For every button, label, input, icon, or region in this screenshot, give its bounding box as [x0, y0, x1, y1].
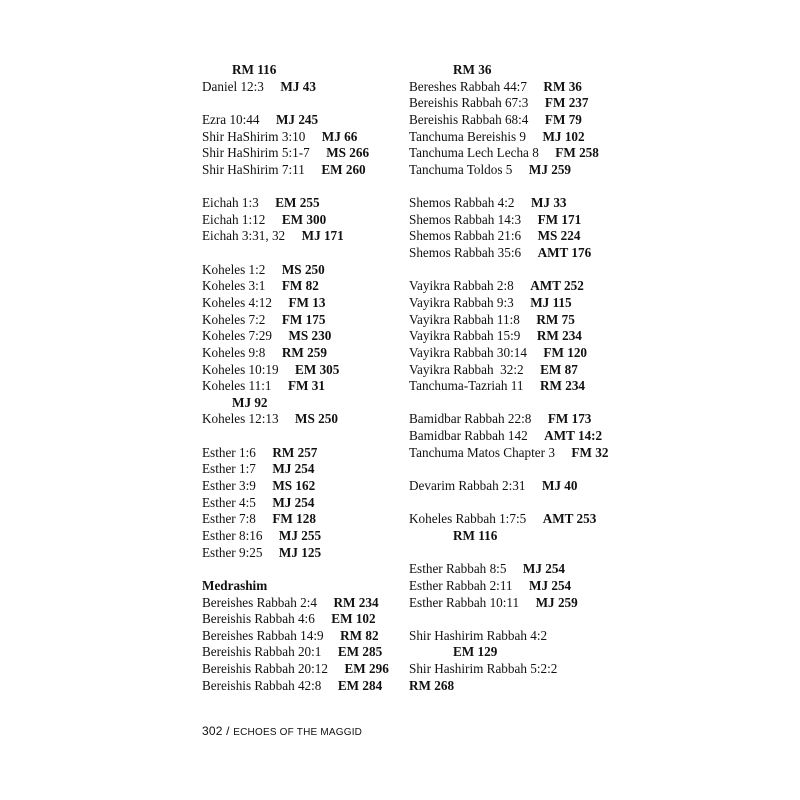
index-entry [409, 345, 639, 362]
entry-gap [523, 378, 539, 393]
index-entry [202, 511, 402, 528]
entry-gap [512, 162, 528, 177]
source-citation: Bereshes Rabbah 44:7 [409, 78, 527, 94]
page-reference: RM 75 [536, 311, 575, 327]
source-citation: Bamidbar Rabbah 22:8 [409, 411, 532, 427]
entry-gap [515, 195, 531, 210]
index-entry [202, 345, 402, 362]
index-entry [202, 411, 402, 428]
index-entry [409, 195, 639, 212]
index-entry [202, 195, 402, 212]
page-reference: EM 296 [344, 661, 389, 677]
page-reference: MJ 102 [542, 128, 585, 144]
entry-gap [310, 145, 326, 160]
index-entry [409, 112, 639, 129]
entry-gap [272, 328, 288, 343]
index-entry [202, 628, 402, 645]
index-entry [409, 312, 639, 329]
page-footer [202, 724, 362, 738]
source-citation: Esther 9:25 [202, 544, 263, 560]
source-citation: Bereishis Rabbah 20:1 [202, 644, 322, 660]
index-entry [202, 162, 402, 179]
source-citation: Shir HaShirim 3:10 [202, 128, 306, 144]
page-reference: RM 257 [272, 444, 318, 460]
page-reference: RM 116 [453, 527, 498, 543]
index-entry [409, 644, 639, 661]
entry-gap [521, 245, 537, 260]
index-entry [409, 79, 639, 96]
index-column-right [409, 62, 639, 694]
source-citation: Tanchuma Lech Lecha 8 [409, 145, 539, 161]
index-entry [409, 62, 639, 79]
page-reference: MJ 259 [528, 161, 572, 177]
page-reference: FM 237 [544, 95, 589, 111]
page-reference: EM 284 [337, 677, 383, 693]
source-citation: Shemos Rabbah 21:6 [409, 228, 522, 244]
footer-separator: / [226, 724, 230, 738]
page-reference: RM 234 [539, 378, 586, 394]
source-citation: Bereishis Rabbah 67:3 [409, 95, 529, 111]
source-citation: Eichah 1:3 [202, 195, 259, 211]
source-citation: Shir HaShirim 7:11 [202, 161, 305, 177]
entry-gap [528, 95, 544, 110]
page-reference: MS 162 [272, 478, 316, 494]
index-entry [409, 428, 639, 445]
page-reference: MJ 254 [272, 461, 315, 477]
entry-gap [555, 445, 571, 460]
index-entry [409, 295, 639, 312]
entry-gap [315, 611, 331, 626]
page-reference: EM 87 [540, 361, 578, 377]
page-reference: MJ 43 [280, 78, 316, 94]
entry-spacer [409, 395, 639, 412]
index-entry [202, 661, 402, 678]
entry-gap [256, 511, 272, 526]
index-entry [202, 644, 402, 661]
entry-gap [527, 345, 543, 360]
page-reference: MJ 115 [530, 294, 572, 310]
entry-spacer [409, 495, 639, 512]
entry-gap [514, 295, 530, 310]
entry-gap [265, 262, 281, 277]
source-citation: Bereishis Rabbah 20:12 [202, 661, 328, 677]
page-reference: EM 260 [321, 161, 366, 177]
page-reference: MJ 33 [530, 195, 567, 211]
source-citation: Koheles 1:2 [202, 261, 266, 277]
page-reference: FM 13 [288, 294, 326, 310]
index-entry [202, 145, 402, 162]
index-entry [202, 129, 402, 146]
page-reference: FM 79 [544, 111, 582, 127]
source-citation: Koheles 3:1 [202, 278, 266, 294]
entry-spacer [409, 461, 639, 478]
index-entry [202, 212, 402, 229]
page-reference: AMT 176 [537, 245, 592, 261]
source-citation: Tanchuma Bereishis 9 [409, 128, 526, 144]
page-reference: FM 171 [537, 211, 582, 227]
entry-gap [271, 378, 287, 393]
index-entry [409, 411, 639, 428]
index-entry [202, 445, 402, 462]
source-citation: Vayikra Rabbah 2:8 [409, 278, 514, 294]
entry-gap [265, 312, 281, 327]
source-citation: Esther 4:5 [202, 494, 256, 510]
source-citation: Esther 1:7 [202, 461, 256, 477]
entry-gap [531, 411, 547, 426]
page-reference: MS 266 [326, 145, 370, 161]
page-reference: RM 116 [232, 62, 277, 77]
source-citation: Koheles 11:1 [202, 378, 272, 394]
page-reference: RM 36 [453, 62, 492, 77]
entry-gap [305, 129, 321, 144]
page-reference: AMT 253 [542, 511, 597, 527]
source-citation: Koheles 4:12 [202, 294, 272, 310]
entry-gap [526, 129, 542, 144]
source-citation: Vayikra Rabbah 9:3 [409, 294, 514, 310]
source-citation: Koheles 7:29 [202, 328, 272, 344]
index-entry [409, 561, 639, 578]
index-column-left [202, 62, 402, 694]
source-citation: Shir Hashirim Rabbah 5:2:2 [409, 661, 558, 677]
page-reference: FM 82 [281, 278, 319, 294]
page-reference: FM 31 [287, 378, 325, 394]
entry-spacer [409, 178, 639, 195]
entry-spacer [202, 95, 402, 112]
source-citation: Bereishis Rabbah 42:8 [202, 677, 322, 693]
entry-gap [260, 112, 276, 127]
index-entry [409, 445, 639, 462]
entry-gap [256, 461, 272, 476]
index-entry [202, 278, 402, 295]
source-citation: Shemos Rabbah 14:3 [409, 211, 522, 227]
index-entry [202, 461, 402, 478]
page-reference: MJ 245 [275, 111, 319, 127]
index-entry [409, 328, 639, 345]
entry-gap [265, 212, 281, 227]
source-citation: Tanchuma Toldos 5 [409, 161, 513, 177]
entry-spacer [409, 262, 639, 279]
page-reference: MJ 255 [278, 527, 322, 543]
source-citation: Bereishes Rabbah 2:4 [202, 594, 317, 610]
entry-spacer [202, 245, 402, 262]
index-entry [409, 511, 639, 528]
page-number: 302 [202, 724, 223, 738]
index-entry [202, 395, 402, 412]
source-citation: Koheles Rabbah 1:7:5 [409, 511, 527, 527]
source-citation: Shemos Rabbah 35:6 [409, 245, 522, 261]
entry-gap [328, 661, 344, 676]
page-reference: MS 224 [537, 228, 581, 244]
page-reference: FM 120 [543, 344, 588, 360]
index-entry [202, 295, 402, 312]
index-entry [409, 228, 639, 245]
source-citation: Esther 7:8 [202, 511, 256, 527]
page-reference: EM 102 [331, 611, 376, 627]
page-reference: EM 255 [275, 195, 320, 211]
entry-gap [279, 411, 295, 426]
page-reference: RM 82 [340, 627, 379, 643]
entry-gap [272, 295, 288, 310]
entry-gap [262, 528, 278, 543]
index-entry [202, 328, 402, 345]
entry-gap [324, 628, 340, 643]
index-entry [409, 145, 639, 162]
source-citation: Esther Rabbah 10:11 [409, 594, 520, 610]
entry-gap [321, 678, 337, 693]
page-reference: FM 32 [571, 444, 609, 460]
index-entry [202, 362, 402, 379]
source-citation: Tanchuma-Tazriah 11 [409, 378, 524, 394]
index-entry [409, 595, 639, 612]
index-entry [202, 312, 402, 329]
index-entry [202, 595, 402, 612]
page-reference: MJ 254 [272, 494, 315, 510]
entry-gap [528, 112, 544, 127]
source-citation: Shemos Rabbah 4:2 [409, 195, 515, 211]
page-reference: EM 285 [337, 644, 383, 660]
entry-gap [256, 445, 272, 460]
source-citation: Eichah 1:12 [202, 211, 266, 227]
index-entry [409, 278, 639, 295]
source-citation: Koheles 10:19 [202, 361, 279, 377]
index-entry [409, 378, 639, 395]
index-entry [409, 628, 639, 645]
page-reference: FM 258 [555, 145, 599, 161]
page-reference: EM 129 [453, 644, 498, 660]
source-citation: Bereishis Rabbah 4:6 [202, 611, 315, 627]
source-citation: Ezra 10:44 [202, 111, 260, 127]
source-citation: Vayikra Rabbah 32:2 [409, 361, 524, 377]
index-entry [202, 262, 402, 279]
source-citation: Esther Rabbah 2:11 [409, 577, 513, 593]
entry-gap [527, 79, 543, 94]
entry-gap [521, 228, 537, 243]
index-entry [202, 112, 402, 129]
index-entry [409, 528, 639, 545]
index-entry [202, 62, 402, 79]
entry-gap [514, 278, 530, 293]
source-citation: Daniel 12:3 [202, 78, 264, 94]
source-citation: Eichah 3:31, 32 [202, 228, 286, 244]
page-reference: EM 300 [281, 211, 327, 227]
index-entry [202, 611, 402, 628]
entry-gap [256, 495, 272, 510]
entry-gap [506, 561, 522, 576]
entry-gap [519, 595, 535, 610]
index-entry [409, 162, 639, 179]
page-reference: FM 175 [281, 311, 326, 327]
entry-gap [256, 478, 272, 493]
index-entry [202, 478, 402, 495]
entry-gap [265, 278, 281, 293]
page-reference: MS 250 [281, 261, 325, 277]
page-reference: FM 128 [272, 511, 316, 527]
page-reference: RM 259 [281, 344, 327, 360]
source-citation: Bereishis Rabbah 68:4 [409, 111, 529, 127]
index-entry [409, 661, 639, 678]
entry-gap [321, 644, 337, 659]
page-reference: MJ 66 [321, 128, 358, 144]
source-citation: Koheles 9:8 [202, 344, 266, 360]
index-entry [202, 378, 402, 395]
index-entry [202, 79, 402, 96]
source-citation: Bamidbar Rabbah 142 [409, 428, 528, 444]
entry-spacer [202, 428, 402, 445]
page-reference: MJ 171 [301, 228, 344, 244]
page-reference: AMT 14:2 [544, 428, 603, 444]
section-heading: Medrashim [202, 577, 268, 593]
source-citation: Esther Rabbah 8:5 [409, 561, 507, 577]
index-entry [409, 245, 639, 262]
entry-gap [317, 595, 333, 610]
entry-gap [539, 145, 555, 160]
index-entry [409, 362, 639, 379]
entry-gap [520, 328, 536, 343]
entry-spacer [202, 178, 402, 195]
source-citation: Vayikra Rabbah 15:9 [409, 328, 521, 344]
index-entry [202, 228, 402, 245]
source-citation: Esther 3:9 [202, 478, 256, 494]
entry-spacer [409, 611, 639, 628]
page-reference: RM 234 [333, 594, 379, 610]
entry-spacer [409, 545, 639, 562]
source-citation: Bereishes Rabbah 14:9 [202, 627, 324, 643]
source-citation: Shir Hashirim Rabbah 4:2 [409, 627, 548, 643]
page-reference: FM 173 [547, 411, 592, 427]
index-entry [202, 545, 402, 562]
entry-gap [524, 362, 540, 377]
source-citation: Vayikra Rabbah 30:14 [409, 344, 527, 360]
book-title: ECHOES OF THE MAGGID [233, 727, 363, 738]
index-entry [202, 495, 402, 512]
page-reference: MJ 125 [278, 544, 322, 560]
entry-spacer [202, 561, 402, 578]
entry-gap [520, 312, 536, 327]
entry-gap [305, 162, 321, 177]
entry-gap [264, 79, 280, 94]
page-reference: RM 36 [543, 78, 582, 94]
entry-gap [262, 545, 278, 560]
source-citation: Vayikra Rabbah 11:8 [409, 311, 520, 327]
entry-gap [279, 362, 295, 377]
source-citation: Esther 1:6 [202, 444, 256, 460]
entry-gap [528, 428, 544, 443]
entry-gap [526, 511, 542, 526]
page-reference: MJ 40 [541, 478, 578, 494]
page-reference: RM 268 [409, 677, 455, 693]
page-reference: EM 305 [295, 361, 340, 377]
entry-gap [521, 212, 537, 227]
entry-gap [259, 195, 275, 210]
page-reference: MJ 254 [522, 561, 566, 577]
page-reference: RM 234 [536, 328, 582, 344]
index-entry [409, 478, 639, 495]
page-reference: MJ 254 [529, 577, 572, 593]
source-citation: Koheles 12:13 [202, 411, 279, 427]
index-entry [409, 212, 639, 229]
entry-gap [285, 228, 301, 243]
index-entry [409, 95, 639, 112]
source-citation: Tanchuma Matos Chapter 3 [409, 444, 555, 460]
index-entry [409, 578, 639, 595]
index-entry [202, 678, 402, 695]
page-reference: MJ 92 [232, 394, 268, 410]
page-reference: MS 250 [295, 411, 338, 427]
entry-gap [265, 345, 281, 360]
index-entry [202, 528, 402, 545]
source-citation: Koheles 7:2 [202, 311, 266, 327]
index-entry [409, 678, 639, 695]
source-citation: Devarim Rabbah 2:31 [409, 478, 526, 494]
page-reference: MS 230 [288, 328, 332, 344]
entry-gap [513, 578, 529, 593]
page-reference: MJ 259 [535, 594, 578, 610]
page-reference: AMT 252 [530, 278, 584, 294]
source-citation: Shir HaShirim 5:1-7 [202, 145, 310, 161]
entry-gap [525, 478, 541, 493]
source-citation: Esther 8:16 [202, 527, 263, 543]
index-entry [409, 129, 639, 146]
